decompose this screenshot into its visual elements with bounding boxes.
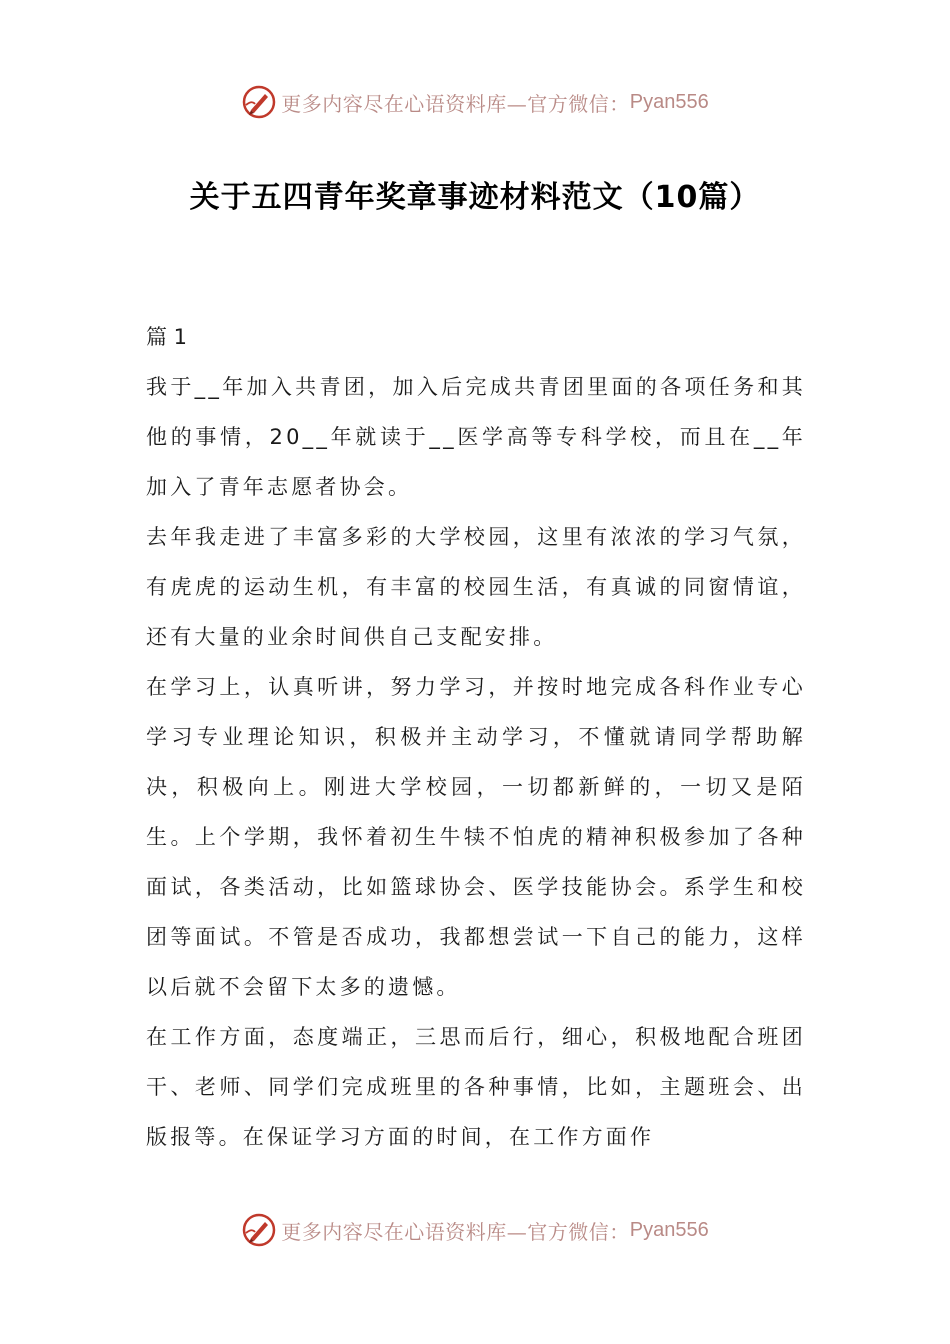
header-watermark-banner (0, 82, 950, 122)
footer-wechat-handle: Pyan556 (629, 1218, 709, 1241)
paragraph-4: 在工作方面，态度端正，三思而后行，细心，积极地配合班团干、老师、同学们完成班里的各种事情，比如，主题班会、出版报等。在保证学习方面的时间，在工作方面作 (146, 1025, 806, 1149)
header-watermark-text: 更多内容尽在心语资料库—官方微信： (281, 91, 630, 116)
paragraph-1: 我于__年加入共青团，加入后完成共青团里面的各项任务和其他的事情，20__年就读于__医学高等专科学校，而且在__年加入了青年志愿者协会。 (146, 375, 806, 499)
paragraph-2: 去年我走进了丰富多彩的大学校园，这里有浓浓的学习气氛，有虎虎的运动生机，有丰富的校园生活，有真诚的同窗情谊，还有大量的业余时间供自己支配安排。 (146, 525, 806, 649)
footer-watermark-banner (0, 1210, 950, 1250)
document-title: 关于五四青年奖章事迹材料范文（10篇） (189, 180, 761, 215)
pen-logo-icon (241, 1212, 277, 1248)
paragraph-3: 在学习上，认真听讲，努力学习，并按时地完成各科作业专心学习专业理论知识，积极并主动学习，不懂就请同学帮助解决，积极向上。刚进大学校园，一切都新鲜的，一切又是陌生。上个学期，我怀着初生牛犊不怕虎的精神积极参加了各种面试，各类活动，比如篮球协会、医学技能协会。系学生和校团等面试。不管是否成功，我都想尝试一下自己的能力，这样以后就不会留下太多的遗憾。 (146, 675, 806, 999)
section-label: 篇 1 (146, 325, 188, 349)
pen-logo-icon (241, 84, 277, 120)
document-body (146, 312, 806, 1162)
header-wechat-handle: Pyan556 (629, 90, 709, 113)
footer-watermark-text: 更多内容尽在心语资料库—官方微信： (281, 1219, 630, 1244)
